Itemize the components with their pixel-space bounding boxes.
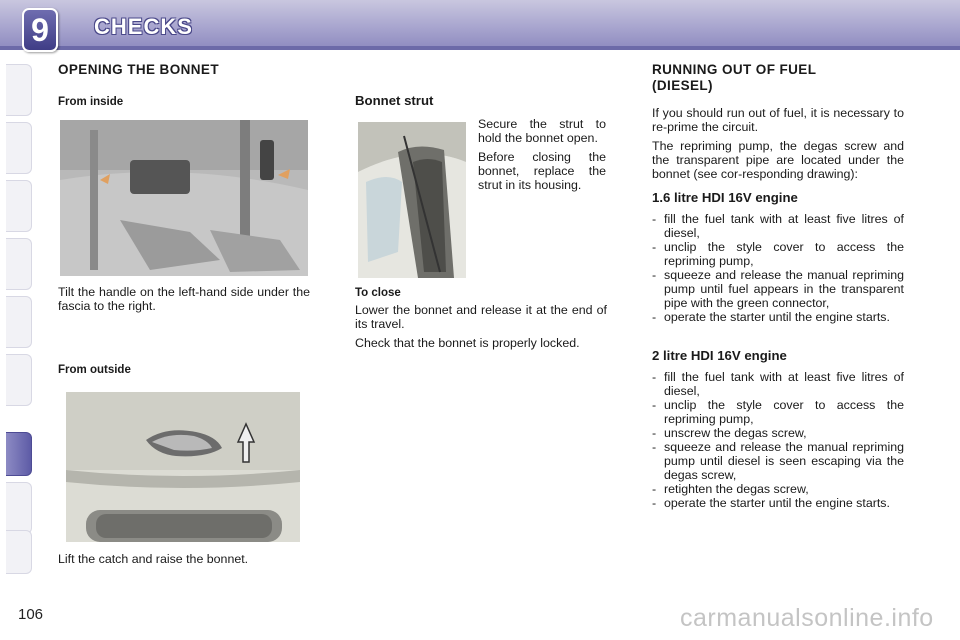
illustration-bonnet-strut bbox=[358, 122, 466, 278]
fuel-intro-2: The repriming pump, the degas screw and the transparent pipe are located under the bonnet (see cor-responding drawing): bbox=[652, 139, 904, 181]
heading-from-inside: From inside bbox=[58, 96, 124, 108]
page-number: 106 bbox=[18, 606, 44, 623]
engine-2-0-step: - unclip the style cover to access the repriming pump, bbox=[652, 398, 904, 426]
engine-2-0-step: - squeeze and release the manual repriming pump until diesel is seen escaping via the degas screw, bbox=[652, 440, 904, 482]
from-outside-text: Lift the catch and raise the bonnet. bbox=[58, 552, 249, 566]
from-inside-text-block bbox=[58, 285, 310, 318]
engine-2-0-step: - operate the starter until the engine starts. bbox=[652, 496, 904, 510]
chapter-tab-5[interactable] bbox=[6, 296, 32, 348]
chapter-badge bbox=[22, 8, 58, 52]
chapter-tab-10[interactable] bbox=[6, 482, 32, 534]
right-column bbox=[652, 62, 904, 510]
engine-2-0-step: - fill the fuel tank with at least five litres of diesel, bbox=[652, 370, 904, 398]
engine-1-6-steps bbox=[652, 212, 904, 324]
left-column bbox=[58, 62, 312, 78]
watermark: carmanualsonline.info bbox=[680, 604, 934, 632]
page-title: CHECKS bbox=[94, 14, 193, 39]
engine-1-6-step: - squeeze and release the manual repriming pump until fuel appears in the transparent pipe with the green connector, bbox=[652, 268, 904, 310]
heading-bonnet-strut: Bonnet strut bbox=[355, 93, 434, 108]
chapter-tabs bbox=[0, 64, 32, 576]
engine-1-6-step: - unclip the style cover to access the repriming pump, bbox=[652, 240, 904, 268]
heading-engine-1-6: 1.6 litre HDI 16V engine bbox=[652, 190, 798, 205]
to-close-block bbox=[355, 286, 607, 355]
to-close-text-2: Check that the bonnet is properly locked. bbox=[355, 336, 580, 350]
engine-2-0-steps bbox=[652, 370, 904, 510]
chapter-tab-9-active[interactable] bbox=[6, 432, 32, 476]
chapter-tab-2[interactable] bbox=[6, 122, 32, 174]
from-inside-text: Tilt the handle on the left-hand side under the fascia to the right. bbox=[58, 285, 310, 313]
from-outside-text-block bbox=[58, 552, 312, 571]
strut-text-block bbox=[478, 117, 606, 197]
engine-2-0-step: - retighten the degas screw, bbox=[652, 482, 904, 496]
from-inside-block bbox=[58, 95, 312, 109]
chapter-number: 9 bbox=[31, 12, 49, 48]
engine-1-6-step: - operate the starter until the engine starts. bbox=[652, 310, 904, 324]
illustration-exterior-catch bbox=[66, 392, 300, 542]
chapter-tab-6[interactable] bbox=[6, 354, 32, 406]
chapter-tab-11[interactable] bbox=[6, 530, 32, 574]
to-close-text-1: Lower the bonnet and release it at the end of its travel. bbox=[355, 303, 607, 331]
engine-1-6-step: - fill the fuel tank with at least five litres of diesel, bbox=[652, 212, 904, 240]
chapter-tab-3[interactable] bbox=[6, 180, 32, 232]
strut-text-1: Secure the strut to hold the bonnet open. bbox=[478, 117, 606, 145]
strut-heading-block bbox=[355, 93, 607, 109]
illustration-interior-handle bbox=[60, 120, 308, 276]
section-title-opening-bonnet: OPENING THE BONNET bbox=[58, 62, 219, 77]
section-title-running-out-of-fuel: RUNNING OUT OF FUEL (DIESEL) bbox=[652, 62, 817, 93]
chapter-tab-1[interactable] bbox=[6, 64, 32, 116]
from-outside-block bbox=[58, 363, 312, 377]
header-rule bbox=[0, 46, 960, 50]
chapter-tab-4[interactable] bbox=[6, 238, 32, 290]
heading-to-close: To close bbox=[355, 287, 401, 299]
heading-engine-2-0: 2 litre HDI 16V engine bbox=[652, 348, 787, 363]
fuel-intro-1: If you should run out of fuel, it is necessary to re-prime the circuit. bbox=[652, 106, 904, 134]
heading-from-outside: From outside bbox=[58, 364, 131, 376]
strut-text-2: Before closing the bonnet, replace the strut in its housing. bbox=[478, 150, 606, 192]
engine-2-0-step: - unscrew the degas screw, bbox=[652, 426, 904, 440]
